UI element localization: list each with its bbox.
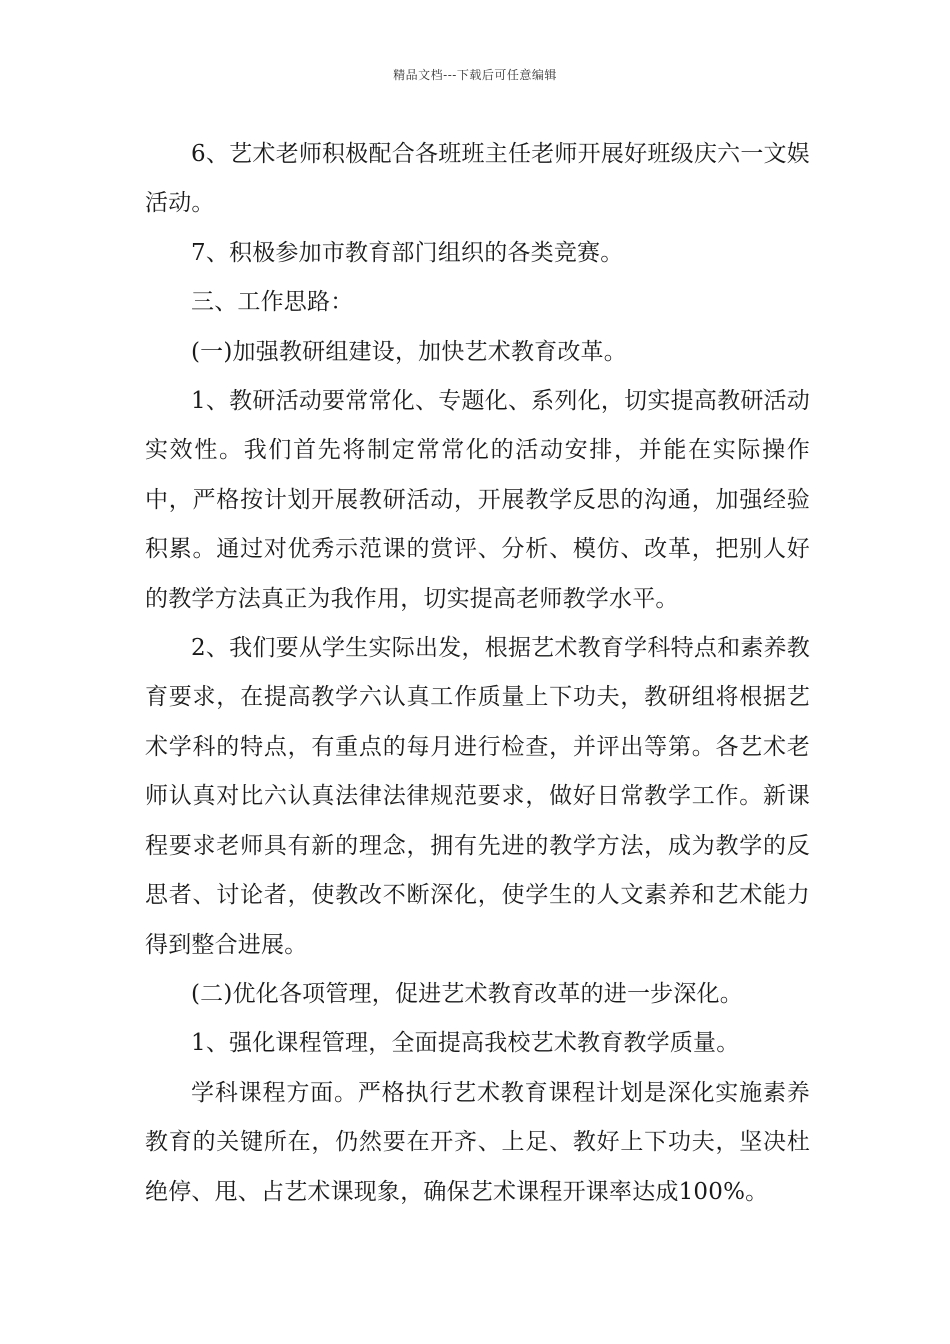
subsection-heading-1: (一)加强教研组建设，加快艺术教育改革。 xyxy=(191,338,627,365)
paragraph-subject-curriculum: 学科课程方面。严格执行艺术教育课程计划是深化实施素养教育的关键所在，仍然要在开齐、上足、教好上下功夫，坚决杜绝停、甩、占艺术课现象，确保艺术课程开课率达成100%。 xyxy=(145,1079,810,1205)
subsection-heading-2: (二)优化各项管理，促进艺术教育改革的进一步深化。 xyxy=(191,980,743,1007)
paragraph-teaching-research: 1、教研活动要常常化、专题化、系列化，切实提高教研活动实效性。我们首先将制定常常化的活动安排，并能在实际操作中，严格按计划开展教研活动，开展教学反思的沟通，加强经验积累。通过对优秀示范课的赏评、分析、模仿、改革，把别人好的教学方法真正为我作用，切实提高老师教学水平。 xyxy=(145,388,810,612)
document-body xyxy=(145,130,810,1217)
paragraph-item-7: 7、积极参加市教育部门组织的各类竞赛。 xyxy=(191,239,624,266)
paragraph-student-practice: 2、我们要从学生实际出发，根据艺术教育学科特点和素养教育要求，在提高教学六认真工作质量上下功夫，教研组将根据艺术学科的特点，有重点的每月进行检查，并评出等第。各艺术老师认真对比六认真法律法律规范要求，做好日常教学工作。新课程要求老师具有新的理念，拥有先进的教学方法，成为教学的反思者、讨论者，使教改不断深化，使学生的人文素养和艺术能力得到整合进展。 xyxy=(145,635,810,958)
page-header: 精品文档---下载后可任意编辑 xyxy=(393,68,557,82)
paragraph-item-6: 6、艺术老师积极配合各班班主任老师开展好班级庆六一文娱活动。 xyxy=(145,141,810,217)
paragraph-course-management: 1、强化课程管理，全面提高我校艺术教育教学质量。 xyxy=(191,1030,740,1057)
section-heading-work-approach: 三、工作思路： xyxy=(191,289,354,316)
